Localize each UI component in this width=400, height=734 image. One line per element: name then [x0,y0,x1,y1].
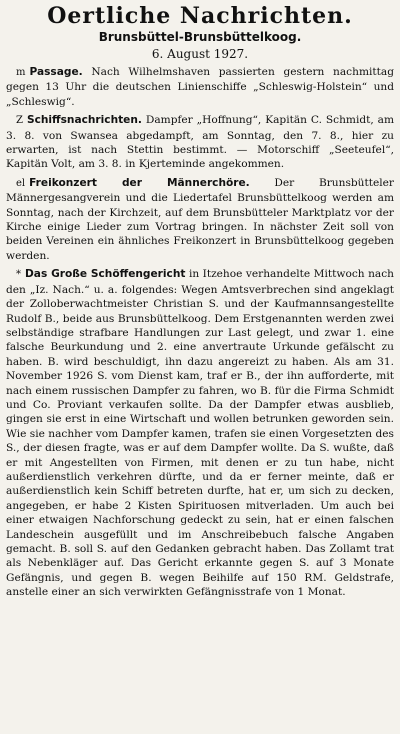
article-headline: Schiffsnachrichten. [26,114,142,127]
article-passage [6,65,394,109]
article-headline: Freikonzert der Männerchöre. [29,176,250,189]
author-mark: * [16,269,21,281]
article-paragraph [6,267,394,599]
article-body: Dampfer „Hoffnung“, Kapitän C. Schmidt, am 3. 8. von Swansea abgedampft, am Sonntag, den 7. 8., hier zu erwarten, ist nach Stettin bestimmt. — Motorschiff „Seeteufel“, Kapitän Volt, am 3. 8. in Kjerteminde angekommen. [6,114,394,171]
article-headline: Passage. [29,66,83,78]
author-mark: m [16,67,26,78]
article-paragraph [6,113,394,172]
article-court [6,267,394,599]
article-free-concert [6,176,394,263]
page-title: Oertliche Nachrichten. [47,3,353,29]
article-headline: Das Große Schöffengericht [25,268,186,281]
author-mark: Z [16,115,23,127]
masthead [6,4,394,61]
issue-date: 6. August 1927. [151,47,249,61]
author-mark: el [16,177,26,189]
article-body: Nach Wilhelmshaven passierten gestern nachmittag gegen 13 Uhr die deutschen Linienschiffe „Schleswig-Holstein“ und „Schleswig“. [6,66,394,108]
article-body: in Itzehoe verhandelte Mittwoch nach den „Iz. Nach.“ u. a. folgendes: Wegen Amtsverbrechen sind angeklagt der Zolloberwachtmeister Christian S. und der Kaufmannsangestellte Rudolf B., beide aus Brunsbüttelkoog. Dem Erstgenannten werden zwei selbständige strafbare Handlungen zur Last gelegt, und zwar 1. eine falsche Beurkundung und 2. eine anvertraute Urkunde gefälscht zu haben. B. wird beschuldigt, ihn dazu angereizt zu haben. Als am 31. November 1926 S. vom Dienst kam, traf er B., der ihn aufforderte, mit nach einem russischen Dampfer zu fahren, wo B. für die Firma Schmidt und Co. Proviant verkaufen sollte. Da der Dampfer etwas ausblieb, gingen sie erst in eine Wirtschaft und wollen betrunken geworden sein. Wie sie nachher vom Dampfer kamen, trafen sie einen Vorgesetzten des S., der diesen fragte, was er auf dem Dampfer wollte. Da S. wußte, daß er mit Angestellten von Firmen, mit denen er zu tun habe, nicht außerdienstlich verkehren dürfte, und da er ferner meinte, daß er außerdienstlich kein Schiff betreten durfte, hat er, um sich zu decken, angegeben, er habe 2 Kisten Spirituosen mitverladen. Um auch bei einer etwaigen Nachforschung gedeckt zu sein, hat er einen falschen Landeschein ausgefüllt und im Anschreibebuch falsche Angaben gemacht. B. soll S. auf den Gedanken gebracht haben. Das Zollamt trat als Nebenkläger auf. Das Gericht erkannte gegen S. auf 3 Monate Gefängnis, und gegen B. wegen Beihilfe auf 150 RM. Geldstrafe, anstelle einer an sich verwirkten Gefängnisstrafe von 1 Monat. [6,268,394,599]
article-paragraph [6,65,394,109]
article-body: Der Brunsbütteler Männergesangverein und die Liedertafel Brunsbüttelkoog werden am Sonntag, nach der Kirchzeit, auf dem Brunsbütteler Marktplatz vor der Kirche einige Lieder zum Vortrag bringen. In nächster Zeit soll von beiden Vereinen ein ähnliches Freikonzert in Brunsbüttelkoog gegeben werden. [6,176,394,262]
article-paragraph [6,176,394,263]
locality-subtitle: Brunsbüttel-Brunsbüttelkoog. [98,30,302,44]
article-ship-news [6,113,394,172]
